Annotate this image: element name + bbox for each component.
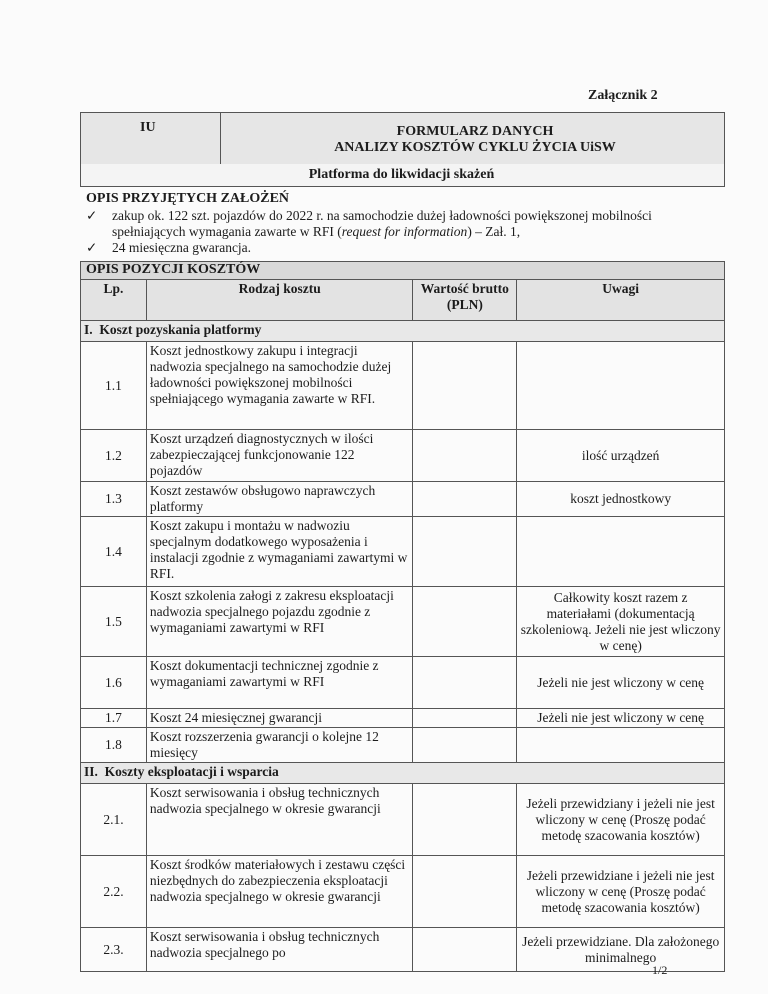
table-row	[81, 856, 725, 928]
page-number: 1/2	[652, 963, 668, 977]
assumptions-list	[86, 208, 712, 256]
row-description: Koszt rozszerzenia gwarancji o kolejne 12 miesięcy	[146, 728, 413, 763]
header-divider	[220, 113, 221, 164]
col-header-lp: Lp.	[81, 280, 147, 321]
row-value	[413, 784, 517, 856]
row-description: Koszt zakupu i montażu w nadwoziu specjalnym dodatkowego wyposażenia i instalacji zgodnie z wymaganiami zawartymi w RFI.	[146, 517, 413, 587]
row-description: Koszt dokumentacji technicznej zgodnie z wymaganiami zawartymi w RFI	[146, 657, 413, 709]
row-note: ilość urządzeń	[517, 430, 725, 482]
section-row	[81, 763, 725, 784]
row-description: Koszt serwisowania i obsług technicznych nadwozia specjalnego w okresie gwarancji	[146, 784, 413, 856]
section-title: I. Koszt pozyskania platformy	[81, 321, 725, 342]
row-lp: 1.7	[81, 709, 147, 728]
row-description: Koszt zestawów obsługowo naprawczych platformy	[146, 482, 413, 517]
row-value	[413, 928, 517, 972]
header-code: IU	[140, 120, 156, 135]
row-value	[413, 856, 517, 928]
section-title: II. Koszty eksploatacji i wsparcia	[81, 763, 725, 784]
row-description: Koszt urządzeń diagnostycznych w ilości zabezpieczającej funkcjonowanie 122 pojazdów	[146, 430, 413, 482]
row-description: Koszt serwisowania i obsług technicznych nadwozia specjalnego po	[146, 928, 413, 972]
row-value	[413, 482, 517, 517]
row-note: Jeżeli nie jest wliczony w cenę	[517, 709, 725, 728]
form-subtitle: Platforma do likwidacji skażeń	[308, 167, 495, 182]
row-note: Jeżeli przewidziane i jeżeli nie jest wliczony w cenę (Proszę podać metodę szacowania kosztów)	[517, 856, 725, 928]
annex-label: Załącznik 2	[588, 88, 658, 103]
row-lp: 2.1.	[81, 784, 147, 856]
row-note: Jeżeli nie jest wliczony w cenę	[517, 657, 725, 709]
row-note: Jeżeli przewidziany i jeżeli nie jest wliczony w cenę (Proszę podać metodę szacowania kosztów)	[517, 784, 725, 856]
row-lp: 1.3	[81, 482, 147, 517]
assumptions-title: OPIS PRZYJĘTYCH ZAŁOŻEŃ	[86, 191, 290, 206]
table-row	[81, 342, 725, 430]
row-note: Całkowity koszt razem z materiałami (dokumentacją szkoleniową. Jeżeli nie jest wliczony w cenę)	[517, 587, 725, 657]
table-row	[81, 482, 725, 517]
assumption-item	[86, 208, 712, 240]
row-value	[413, 728, 517, 763]
row-value	[413, 587, 517, 657]
row-value	[413, 517, 517, 587]
row-note: koszt jednostkowy	[517, 482, 725, 517]
form-title-line1: FORMULARZ DANYCH	[396, 124, 554, 139]
form-title	[230, 124, 720, 156]
col-header-notes: Uwagi	[517, 280, 725, 321]
row-value	[413, 709, 517, 728]
table-row	[81, 657, 725, 709]
table-row	[81, 728, 725, 763]
row-note	[517, 342, 725, 430]
row-description: Koszt jednostkowy zakupu i integracji nadwozia specjalnego na samochodzie dużej ładowności powiększonej mobilności spełniającego wymagania zawarte w RFI.	[146, 342, 413, 430]
table-row	[81, 709, 725, 728]
col-header-value: Wartość brutto (PLN)	[413, 280, 517, 321]
row-lp: 1.5	[81, 587, 147, 657]
row-lp: 1.4	[81, 517, 147, 587]
row-value	[413, 430, 517, 482]
table-row	[81, 784, 725, 856]
row-lp: 2.3.	[81, 928, 147, 972]
row-value	[413, 657, 517, 709]
row-description: Koszt szkolenia załogi z zakresu eksploatacji nadwozia specjalnego pojazdu zgodnie z wymaganiami zawartymi w RFI	[146, 587, 413, 657]
row-value	[413, 342, 517, 430]
row-lp: 2.2.	[81, 856, 147, 928]
assumption-text: zakup ok. 122 szt. pojazdów do 2022 r. na samochodzie dużej ładowności powiększonej mobilności spełniających wymagania zawarte w RFI (request for information) – Zał. 1,	[112, 208, 652, 239]
table-row	[81, 928, 725, 972]
table-row	[81, 430, 725, 482]
costs-title: OPIS POZYCJI KOSZTÓW	[86, 262, 261, 277]
row-description: Koszt 24 miesięcznej gwarancji	[146, 709, 413, 728]
cost-table	[80, 279, 725, 972]
assumption-text: 24 miesięczna gwarancja.	[112, 240, 252, 255]
table-header-row	[81, 280, 725, 321]
col-header-kind: Rodzaj kosztu	[146, 280, 413, 321]
row-lp: 1.2	[81, 430, 147, 482]
row-description: Koszt środków materiałowych i zestawu części niezbędnych do zabezpieczenia eksploatacji nadwozia specjalnego w okresie gwarancji	[146, 856, 413, 928]
checkmark-icon: ✓	[86, 240, 98, 255]
row-note	[517, 728, 725, 763]
row-lp: 1.6	[81, 657, 147, 709]
assumption-item	[86, 240, 712, 256]
table-row	[81, 587, 725, 657]
table-row	[81, 517, 725, 587]
form-title-line2: ANALIZY KOSZTÓW CYKLU ŻYCIA UiSW	[334, 140, 616, 155]
row-note	[517, 517, 725, 587]
checkmark-icon: ✓	[86, 208, 98, 223]
row-lp: 1.8	[81, 728, 147, 763]
row-note: Jeżeli przewidziane. Dla założonego minimalnego	[517, 928, 725, 972]
section-row	[81, 321, 725, 342]
row-lp: 1.1	[81, 342, 147, 430]
